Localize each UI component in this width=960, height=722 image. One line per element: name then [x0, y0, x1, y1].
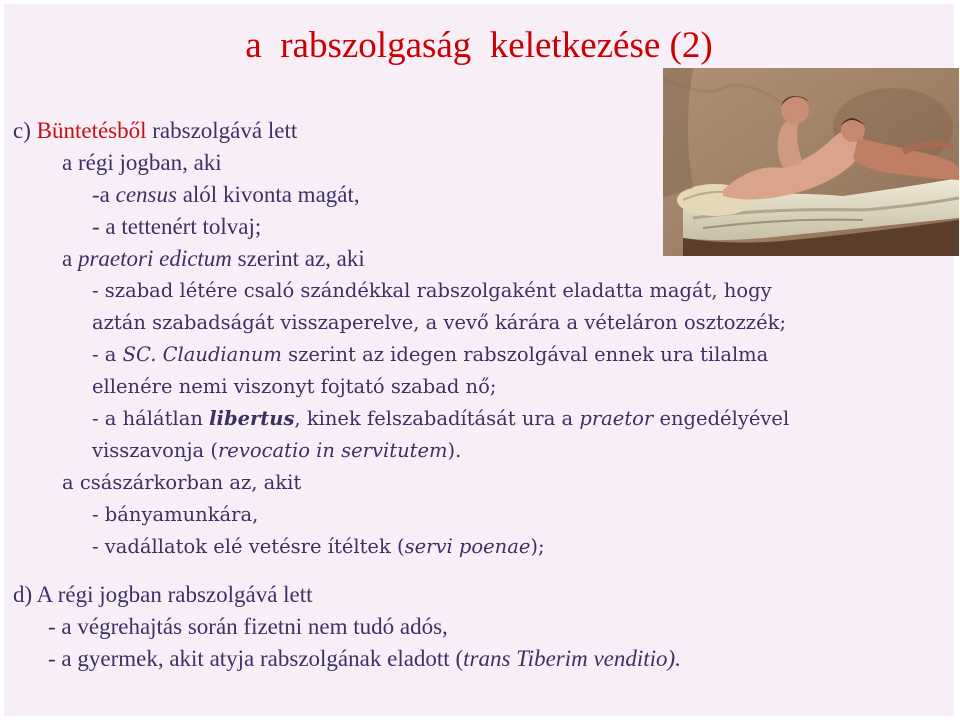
- thief-line: - a tettenért tolvaj;: [92, 214, 262, 239]
- slide: [4, 4, 954, 716]
- sc-claudianum-line-1: - a SC. Claudianum szerint az idegen rabszolgával ennek ura tilalma: [92, 343, 769, 366]
- emperor-era-line: a császárkorban az, akit: [62, 471, 302, 494]
- section-c-heading: c) Büntetésből rabszolgává lett: [13, 118, 298, 143]
- old-law-line: a régi jogban, aki: [62, 150, 222, 175]
- child-sale-line: - a gyermek, akit atyja rabszolgának eladott (trans Tiberim venditio).: [48, 646, 681, 671]
- slide-title: a rabszolgaság keletkezése (2): [245, 25, 713, 66]
- revocatio-line: visszavonja (revocatio in servitutem).: [92, 439, 462, 462]
- mine-labour-line: - bányamunkára,: [92, 503, 259, 526]
- section-d-heading: d) A régi jogban rabszolgává lett: [13, 582, 313, 607]
- beasts-line: - vadállatok elé vetésre ítéltek (servi poenae);: [92, 535, 545, 558]
- debtor-line: - a végrehajtás során fizetni nem tudó adós,: [48, 614, 448, 639]
- praetor-edict-line: a praetori edictum szerint az, aki: [62, 246, 365, 271]
- census-line: -a census alól kivonta magát,: [92, 182, 360, 207]
- self-sale-line-1: - szabad létére csaló szándékkal rabszolgaként eladatta magát, hogy: [92, 279, 772, 302]
- self-sale-line-2: aztán szabadságát visszaperelve, a vevő kárára a vételáron osztozzék;: [92, 311, 787, 334]
- libertus-line: - a hálátlan libertus, kinek felszabadítását ura a praetor engedélyével: [92, 407, 790, 430]
- sc-claudianum-line-2: ellenére nemi viszonyt fojtató szabad nő;: [92, 375, 497, 398]
- punishment-keyword: Büntetésből: [36, 118, 147, 143]
- fresco-painting: [663, 68, 959, 256]
